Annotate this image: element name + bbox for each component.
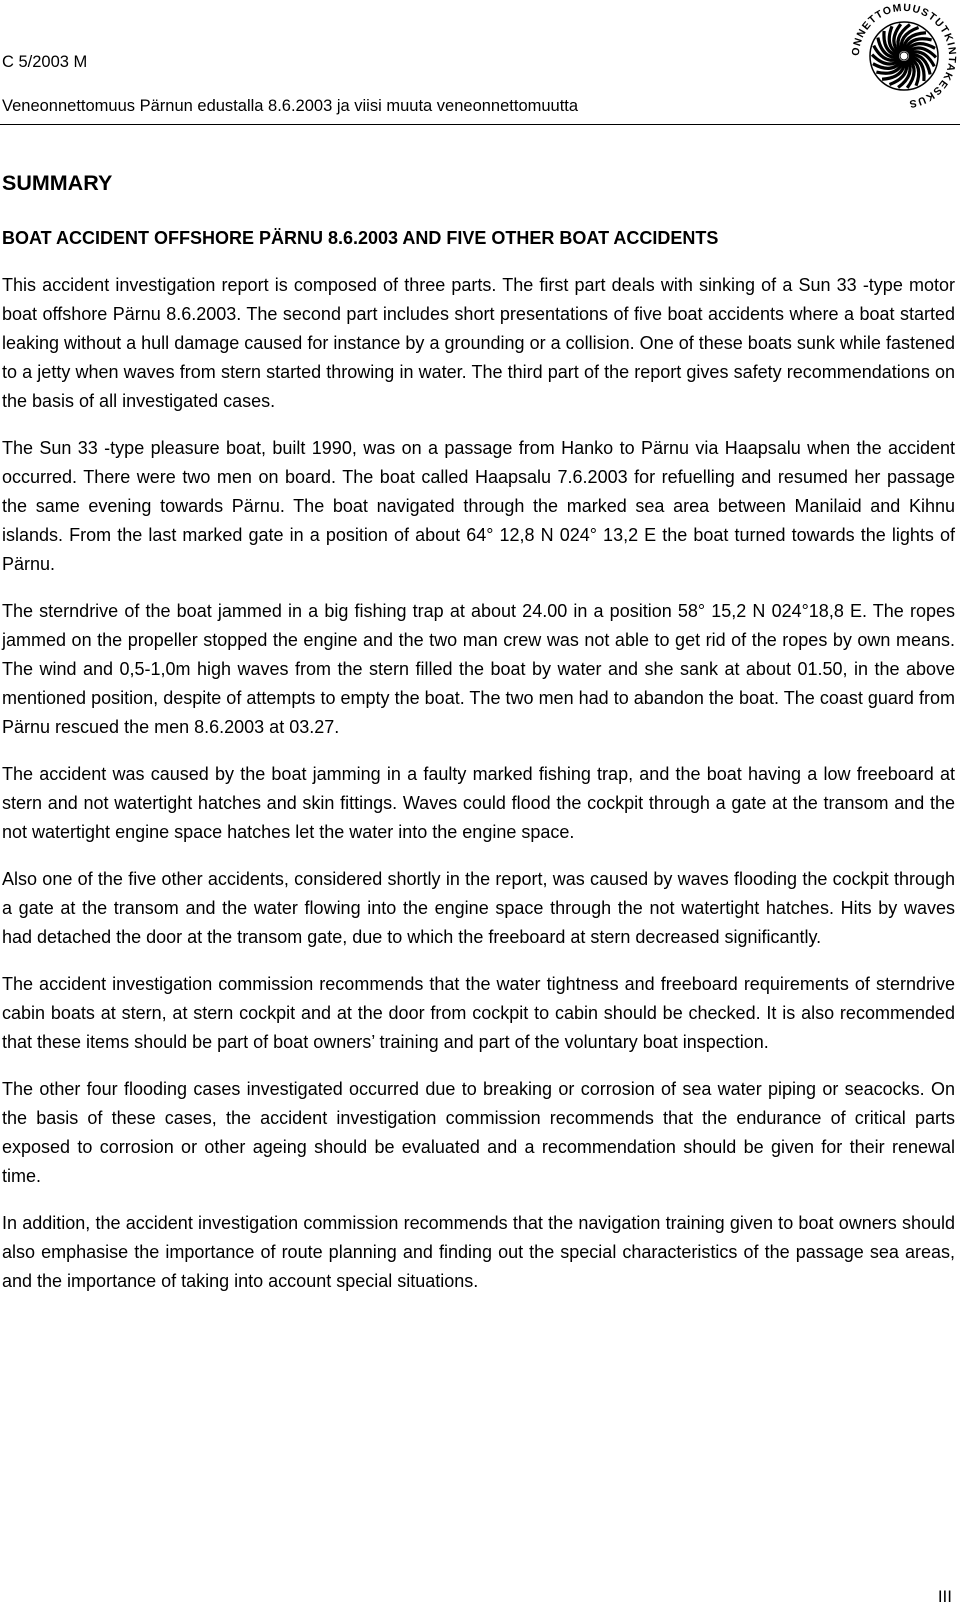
summary-paragraph: The accident investigation commission recommends that the water tightness and freeboard requirements of sterndrive cabin boats at stern, at stern cockpit and at the door from cockpit to cabin should be checked. It is also recommended that these items should be part of boat owners’ training and part of the voluntary boat inspection. — [2, 974, 955, 1052]
summary-paragraph: The sterndrive of the boat jammed in a big fishing trap at about 24.00 in a position 58° 15,2 N 024°18,8 E. The ropes jammed on the propeller stopped the engine and the two man crew was not able to get rid of the ropes by own means. The wind and 0,5-1,0m high waves from the stern filled the boat by water and she sank at about 01.50, in the above mentioned position, despite of attempts to empty the boat. The two men had to abandon the boat. The coast guard from Pärnu rescued the men 8.6.2003 at 03.27. — [2, 601, 955, 737]
header-divider — [0, 124, 960, 125]
svg-text:ONNETTOMUUSTUTKINTAKESKUS: ONNETTOMUUSTUTKINTAKESKUS — [850, 2, 958, 110]
report-subtitle: Veneonnettomuus Pärnun edustalla 8.6.2003 ja viisi muuta veneonnettomuutta — [2, 97, 579, 115]
accident-investigation-board-logo-icon — [850, 2, 958, 110]
summary-paragraph: The Sun 33 -type pleasure boat, built 1990, was on a passage from Hanko to Pärnu via Haapsalu when the accident occurred. There were two men on board. The boat called Haapsalu 7.6.2003 for refuelling and resumed her passage the same evening towards Pärnu. The boat navigated through the marked sea area between Manilaid and Kihnu islands. From the last marked gate in a position of about 64° 12,8 N 024° 13,2 E the boat turned towards the lights of Pärnu. — [2, 438, 955, 574]
summary-paragraph: In addition, the accident investigation commission recommends that the navigation training given to boat owners should also emphasise the importance of route planning and finding out the special characteristics of the passage sea areas, and the importance of taking into account special situations. — [2, 1213, 955, 1291]
summary-heading: SUMMARY — [2, 171, 113, 195]
summary-paragraph: The other four flooding cases investigated occurred due to breaking or corrosion of sea water piping or seacocks. On the basis of these cases, the accident investigation commission recommends that the endurance of critical parts exposed to corrosion or other ageing should be evaluated and a recommendation should be given for their renewal time. — [2, 1079, 955, 1186]
summary-paragraph: This accident investigation report is composed of three parts. The first part deals with sinking of a Sun 33 -type motor boat offshore Pärnu 8.6.2003. The second part includes short presentations of five boat accidents where a boat started leaking without a hull damage caused for instance by a grounding or a collision. One of these boats sunk while fastened to a jetty when waves from stern started throwing in water. The third part of the report gives safety recommendations on the basis of all investigated cases. — [2, 275, 955, 411]
summary-body — [2, 271, 955, 1314]
summary-paragraph: The accident was caused by the boat jamming in a faulty marked fishing trap, and the boat having a low freeboard at stern and not watertight hatches and skin fittings. Waves could flood the cockpit through a gate at the transom and the not watertight engine space hatches let the water into the engine space. — [2, 764, 955, 842]
page-number: III — [937, 1587, 952, 1606]
report-code: C 5/2003 M — [2, 53, 88, 71]
page-header — [0, 0, 960, 124]
summary-subheading: BOAT ACCIDENT OFFSHORE PÄRNU 8.6.2003 AND FIVE OTHER BOAT ACCIDENTS — [2, 228, 719, 248]
summary-paragraph: Also one of the five other accidents, considered shortly in the report, was caused by waves flooding the cockpit through a gate at the transom and the water flowing into the engine space through the not watertight hatches. Hits by waves had detached the door at the transom gate, due to which the freeboard at stern decreased significantly. — [2, 869, 955, 947]
